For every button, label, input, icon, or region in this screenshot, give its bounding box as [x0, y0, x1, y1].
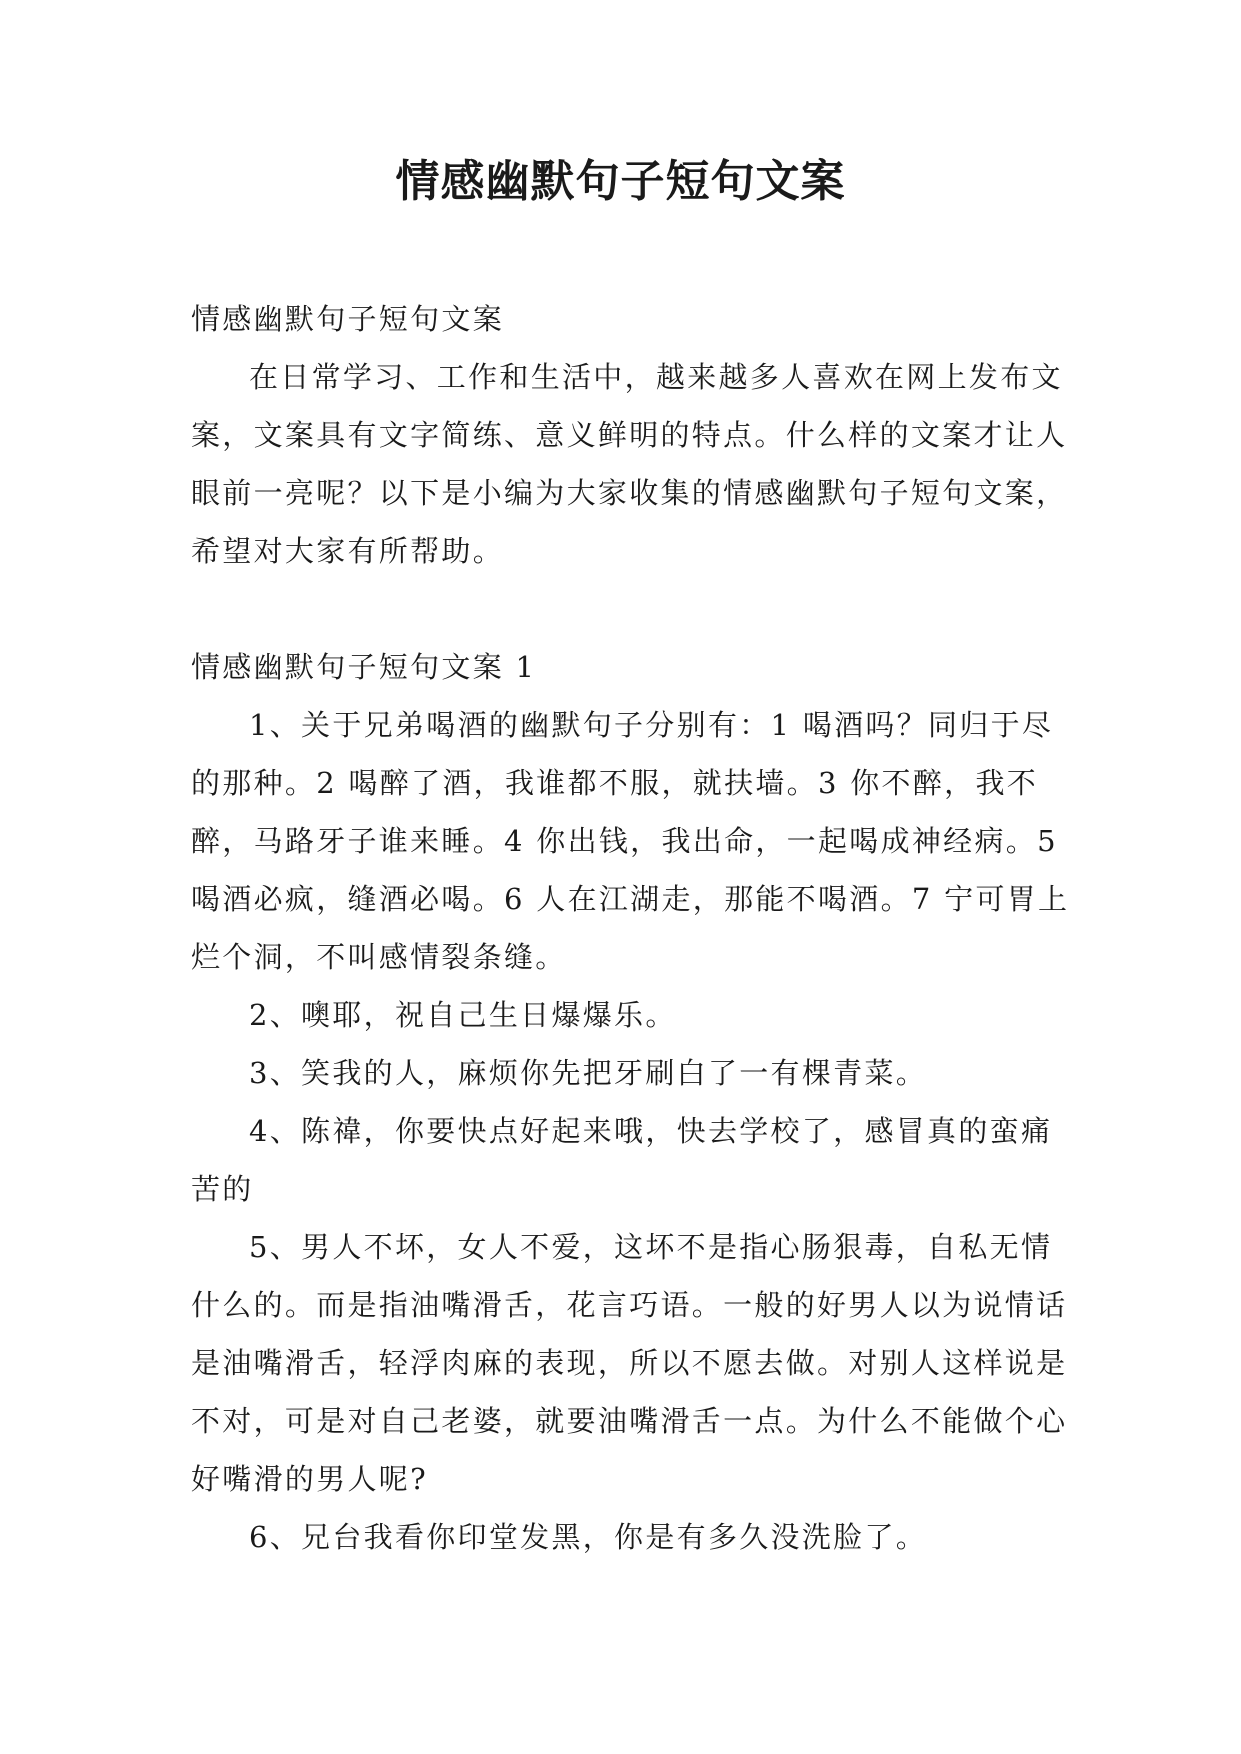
document-body	[191, 290, 1071, 1566]
list-item: 5、男人不坏，女人不爱，这坏不是指心肠狠毒，自私无情什么的。而是指油嘴滑舌，花言巧语。一般的好男人以为说情话是油嘴滑舌，轻浮肉麻的表现，所以不愿去做。对别人这样说是不对，可是对自己老婆，就要油嘴滑舌一点。为什么不能做个心好嘴滑的男人呢?	[191, 1230, 1068, 1496]
list-item: 2、噢耶，祝自己生日爆爆乐。	[249, 998, 677, 1032]
section-spacer	[191, 580, 1071, 638]
list-item: 3、笑我的人，麻烦你先把牙刷白了一有棵青菜。	[249, 1056, 928, 1090]
section-heading: 情感幽默句子短句文案 1	[191, 650, 537, 684]
list-item: 4、陈禕，你要快点好起来哦，快去学校了，感冒真的蛮痛苦的	[191, 1114, 1053, 1206]
intro-heading: 情感幽默句子短句文案	[191, 302, 505, 336]
list-item: 1、关于兄弟喝酒的幽默句子分别有：1 喝酒吗？同归于尽的那种。2 喝醉了酒，我谁都不服，就扶墙。3 你不醉，我不醉，马路牙子谁来睡。4 你出钱，我出命，一起喝成神经病。5 喝酒必疯，缝酒必喝。6 人在江湖走，那能不喝酒。7 宁可胃上烂个洞，不叫感情裂条缝。	[191, 708, 1070, 974]
document-title: 情感幽默句子短句文案	[395, 156, 846, 207]
intro-paragraph: 在日常学习、工作和生活中，越来越多人喜欢在网上发布文案，文案具有文字简练、意义鲜明的特点。什么样的文案才让人眼前一亮呢？以下是小编为大家收集的情感幽默句子短句文案，希望对大家有所帮助。	[191, 360, 1068, 568]
list-item: 6、兄台我看你印堂发黑，你是有多久没洗脸了。	[249, 1520, 928, 1554]
